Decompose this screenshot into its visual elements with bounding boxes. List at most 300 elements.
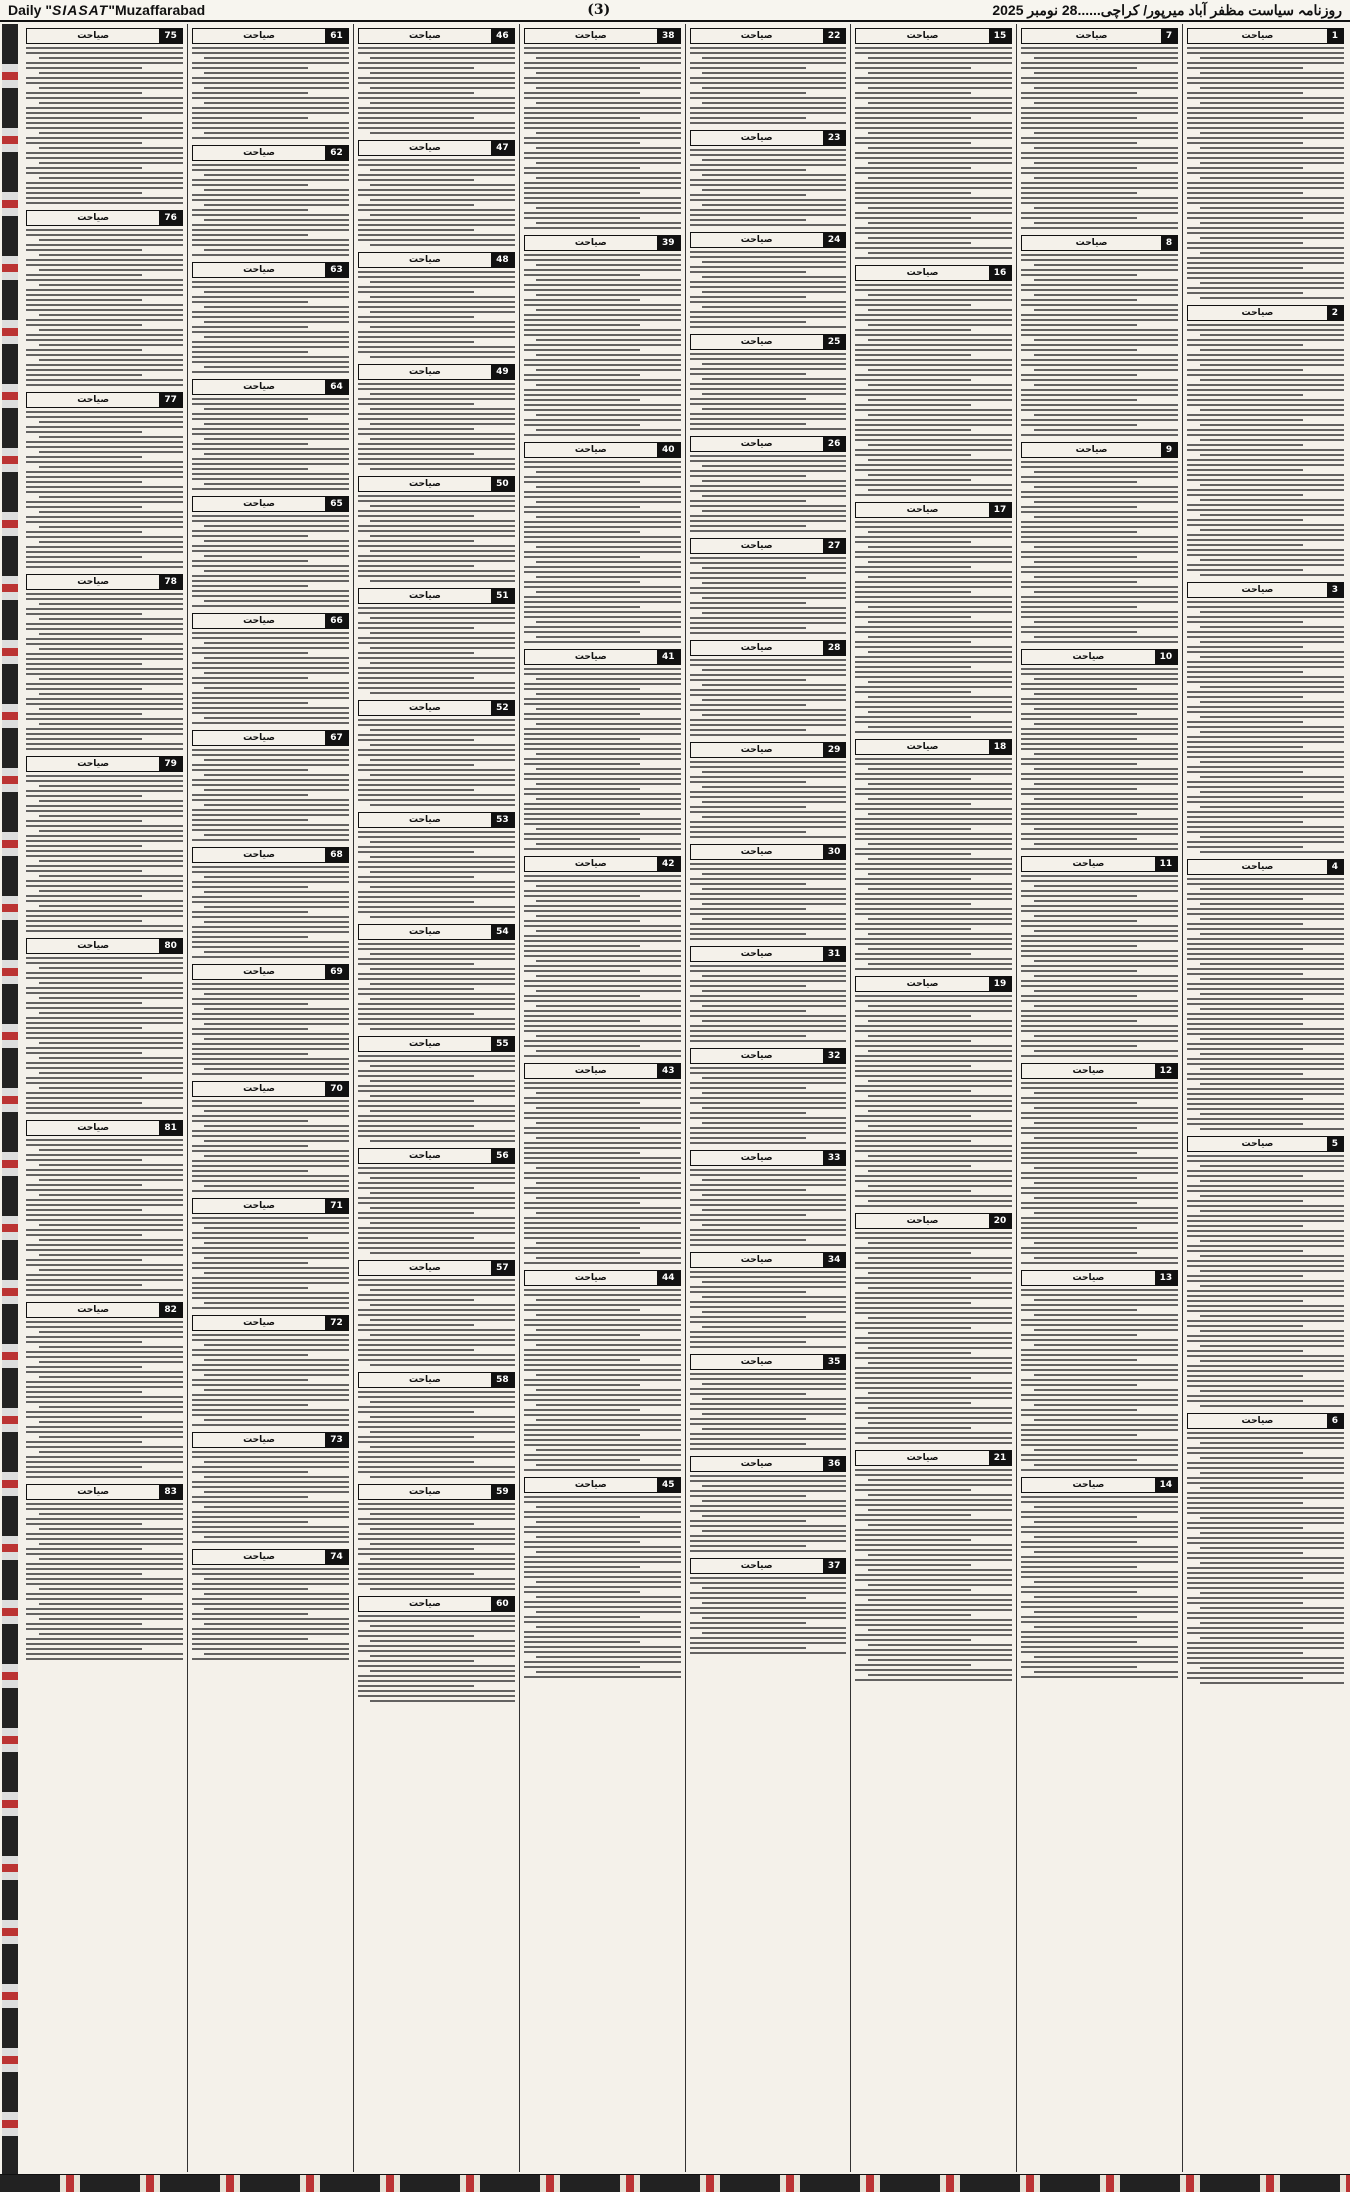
text-line [1021,374,1137,376]
text-line [358,286,515,288]
text-line [26,1274,183,1276]
text-line [855,536,1012,538]
text-line [1187,569,1303,571]
text-line [204,336,348,338]
text-line [1187,1155,1344,1157]
text-line [702,1107,846,1109]
text-line [524,1232,681,1234]
text-line [1187,419,1303,421]
text-line [26,1139,183,1141]
text-line [868,414,1012,416]
ad-body-text [690,761,847,838]
text-line [690,1535,847,1537]
text-line [524,394,681,396]
ad-label: صیاحت [77,577,110,587]
text-line [370,1416,514,1418]
ad-header [192,730,349,746]
text-line [1200,177,1344,179]
text-line [868,1407,1012,1409]
text-line [1200,1180,1344,1182]
ad-header [690,742,847,758]
text-line [192,1053,308,1055]
text-line [26,658,183,660]
text-line [358,174,515,176]
ad-body-text [1021,668,1178,850]
text-line [536,1242,680,1244]
text-line [39,1194,183,1196]
ad-header [1187,28,1344,44]
ad-label: صیاحت [906,1453,939,1463]
text-line [192,605,349,607]
text-line [524,289,681,291]
text-line [855,556,1012,558]
ad-number: 78 [159,575,182,589]
text-line [26,598,183,600]
text-line [1021,1324,1178,1326]
text-line [690,117,806,119]
text-line [1187,504,1344,506]
text-line [1021,394,1178,396]
ad-body-text [358,47,515,134]
text-line [26,780,183,782]
text-line [26,623,183,625]
ad-body-text [855,1232,1012,1444]
text-line [524,496,681,498]
text-line [26,1608,183,1610]
ad-label: صیاحت [574,445,607,455]
text-line [690,1137,806,1139]
text-line [358,1130,515,1132]
text-line [690,1433,847,1435]
ad-body-text [1187,47,1344,299]
text-line [536,636,680,638]
text-line [524,1334,640,1336]
ad-number: 55 [491,1037,514,1051]
text-line [690,316,847,318]
text-line [370,617,514,619]
text-line [39,1042,183,1044]
text-line [26,920,142,922]
text-line [370,692,514,694]
text-line [1200,297,1344,299]
text-line [192,1160,349,1162]
ad-number: 11 [1155,857,1178,871]
text-line [690,557,847,559]
text-line [26,92,142,94]
text-line [524,304,681,306]
text-line [192,473,349,475]
text-line [192,107,349,109]
text-line [39,997,183,999]
text-line [204,1242,348,1244]
text-line [358,301,515,303]
text-line [358,1023,515,1025]
text-line [39,72,183,74]
text-line [855,1372,1012,1374]
text-line [358,1391,515,1393]
text-line [26,643,183,645]
text-line [39,1072,183,1074]
text-line [690,1239,806,1241]
text-line [358,846,515,848]
text-line [690,505,847,507]
text-line [702,1122,846,1124]
text-line [1021,1015,1178,1017]
text-line [1187,771,1303,773]
text-line [868,1200,1012,1202]
text-line [1021,299,1137,301]
ad-label: صیاحت [1241,585,1274,595]
text-line [1187,459,1344,461]
text-line [855,429,971,431]
text-line [358,963,474,965]
text-line [39,708,183,710]
text-line [370,916,514,918]
text-line [358,1421,515,1423]
text-line [855,67,971,69]
text-line [855,1120,1012,1122]
text-line [1021,1414,1178,1416]
text-line [855,92,971,94]
text-line [1187,374,1344,376]
text-line [690,321,806,323]
text-line [868,696,1012,698]
ad-body-text [524,47,681,229]
text-line [39,785,183,787]
text-line [702,1311,846,1313]
text-line [192,595,349,597]
text-line [1021,1384,1137,1386]
text-line [358,1284,515,1286]
text-line [204,804,348,806]
text-line [868,1599,1012,1601]
ad-number: 80 [159,939,182,953]
text-line [192,1175,349,1177]
text-line [690,1000,847,1002]
text-line [524,364,681,366]
text-line [358,1135,515,1137]
text-line [855,1000,1012,1002]
ad-number: 60 [491,1597,514,1611]
text-line [1021,1339,1178,1341]
text-line [690,1072,847,1074]
text-line [868,1494,1012,1496]
text-line [1187,429,1344,431]
text-line [192,1364,349,1366]
text-line [39,239,183,241]
text-line [26,127,183,129]
text-line [358,657,515,659]
ad-body-text [690,1271,847,1348]
text-line [1187,494,1303,496]
text-line [192,1150,349,1152]
text-line [702,1413,846,1415]
text-line [26,52,183,54]
text-line [192,1003,308,1005]
ad-number: 32 [823,1049,846,1063]
text-line [855,626,1012,628]
text-line [1021,424,1137,426]
masthead [0,0,1350,22]
text-line [1021,970,1137,972]
text-line [26,703,183,705]
text-line [192,1292,349,1294]
ad-body-text [855,995,1012,1207]
text-line [1021,1646,1178,1648]
classified-ad [358,1372,515,1478]
ad-body-text [192,749,349,841]
text-line [855,454,971,456]
text-line [26,364,183,366]
text-line [690,1271,847,1273]
text-line [26,1112,183,1114]
text-line [26,733,183,735]
text-line [1187,82,1344,84]
ad-header [690,1048,847,1064]
text-line [1200,439,1344,441]
classified-ad [690,538,847,634]
text-line [1034,975,1178,977]
text-line [1034,546,1178,548]
text-line [536,222,680,224]
ad-body-text [26,1321,183,1478]
text-line [1021,1232,1178,1234]
text-line [192,926,349,928]
text-line [690,627,806,629]
text-line [855,758,1012,760]
text-line [1187,52,1344,54]
ad-label: صیاحت [409,815,441,825]
text-line [855,958,1012,960]
text-line [192,936,308,938]
text-line [370,72,514,74]
text-line [524,1102,640,1104]
text-line [204,1374,348,1376]
ad-body-text [192,281,349,373]
text-line [192,1424,349,1426]
text-line [1187,1260,1344,1262]
text-line [1200,686,1344,688]
text-line [1200,1667,1344,1669]
text-line [690,938,847,940]
text-line [26,728,183,730]
text-line [855,586,1012,588]
text-line [1021,304,1178,306]
text-line [868,474,1012,476]
ad-header [26,1302,183,1318]
text-line [1021,833,1178,835]
ad-number: 33 [823,1151,846,1165]
text-line [26,456,142,458]
ad-label: صیاحت [409,1039,441,1049]
text-line [1021,1434,1137,1436]
text-line [39,1224,183,1226]
text-line [1200,1682,1344,1684]
text-line [370,296,514,298]
ad-header [1187,1136,1344,1152]
text-line [26,1294,183,1296]
text-line [1034,264,1178,266]
ad-number: 22 [823,29,846,43]
ad-body-text [855,47,1012,259]
text-line [855,898,1012,900]
text-line [690,776,847,778]
text-line [1021,1546,1178,1548]
text-line [26,551,183,553]
text-line [192,1633,349,1635]
ad-label: صیاحت [243,1201,275,1211]
ad-label: صیاحت [243,1435,275,1445]
text-line [358,988,474,990]
text-line [855,656,1012,658]
text-line [39,1421,183,1423]
text-line [192,896,349,898]
text-line [358,1008,515,1010]
text-line [868,309,1012,311]
text-line [26,663,142,665]
text-line [702,597,846,599]
text-line [1021,940,1178,942]
ad-label: صیاحت [243,31,275,41]
text-line [1021,1636,1178,1638]
classified-ad [192,1198,349,1309]
text-line [192,722,349,724]
text-line [370,244,514,246]
ad-number: 51 [491,589,514,603]
text-line [1021,324,1137,326]
text-line [358,219,515,221]
text-line [868,1509,1012,1511]
text-line [868,147,1012,149]
text-line [358,229,474,231]
text-line [358,789,474,791]
text-line [358,1548,474,1550]
text-line [39,1254,183,1256]
text-line [1187,1340,1344,1342]
text-line [702,669,846,671]
text-line [26,1476,183,1478]
text-line [358,1573,474,1575]
text-line [1187,469,1303,471]
text-line [1187,277,1344,279]
classified-ad [358,700,515,806]
text-line [358,321,515,323]
text-line [39,496,183,498]
text-line [536,1107,680,1109]
text-line [690,1189,806,1191]
text-line [855,1327,971,1329]
text-line [39,466,183,468]
text-line [1021,748,1178,750]
text-line [204,525,348,527]
classified-ad [1021,856,1178,1057]
ad-label: صیاحت [409,927,441,937]
text-line [1021,1237,1178,1239]
ad-number: 43 [657,1064,680,1078]
text-line [690,311,847,313]
text-line [1021,611,1178,613]
text-line [39,162,183,164]
text-line [1021,718,1178,720]
text-line [536,1419,680,1421]
classified-ad [192,964,349,1075]
text-line [192,361,349,363]
text-line [370,1476,514,1478]
classified-ad [1021,1270,1178,1471]
text-line [204,204,348,206]
text-line [524,683,681,685]
text-line [524,122,681,124]
text-line [1021,1334,1137,1336]
text-line [1200,1240,1344,1242]
text-line [855,1427,971,1429]
text-line [1200,1405,1344,1407]
text-line [39,254,183,256]
text-line [1021,1010,1178,1012]
text-line [192,1451,349,1453]
text-line [358,234,515,236]
text-line [524,274,640,276]
text-line [690,398,806,400]
text-line [192,194,349,196]
text-line [524,758,681,760]
text-line [690,821,847,823]
text-line [1187,1355,1344,1357]
text-line [690,587,847,589]
text-line [855,1432,1012,1434]
text-line [855,1519,1012,1521]
text-line [1187,519,1303,521]
text-line [690,1607,847,1609]
text-line [702,612,846,614]
text-line [192,117,308,119]
text-line [1034,636,1178,638]
text-line [1187,1537,1344,1539]
ad-body-text [690,1373,847,1450]
text-line [39,1451,183,1453]
text-line [690,1234,847,1236]
text-line [370,199,514,201]
text-line [358,622,515,624]
text-line [855,374,1012,376]
text-line [855,803,971,805]
text-line [358,1685,474,1687]
text-line [192,1613,308,1615]
text-line [690,1301,847,1303]
text-line [524,763,640,765]
text-line [358,958,515,960]
text-line [1200,72,1344,74]
text-line [524,1516,640,1518]
text-line [702,291,846,293]
text-line [1034,369,1178,371]
text-line [855,1292,1012,1294]
text-line [192,458,349,460]
text-line [26,1396,183,1398]
text-line [1187,1437,1344,1439]
text-line [1200,851,1344,853]
classified-ad [690,28,847,124]
text-line [855,938,1012,940]
text-line [690,266,847,268]
text-line [855,394,1012,396]
text-line [1187,1295,1344,1297]
text-line [26,628,183,630]
text-line [358,62,515,64]
text-line [204,1653,348,1655]
text-line [192,1165,349,1167]
text-line [26,1082,183,1084]
